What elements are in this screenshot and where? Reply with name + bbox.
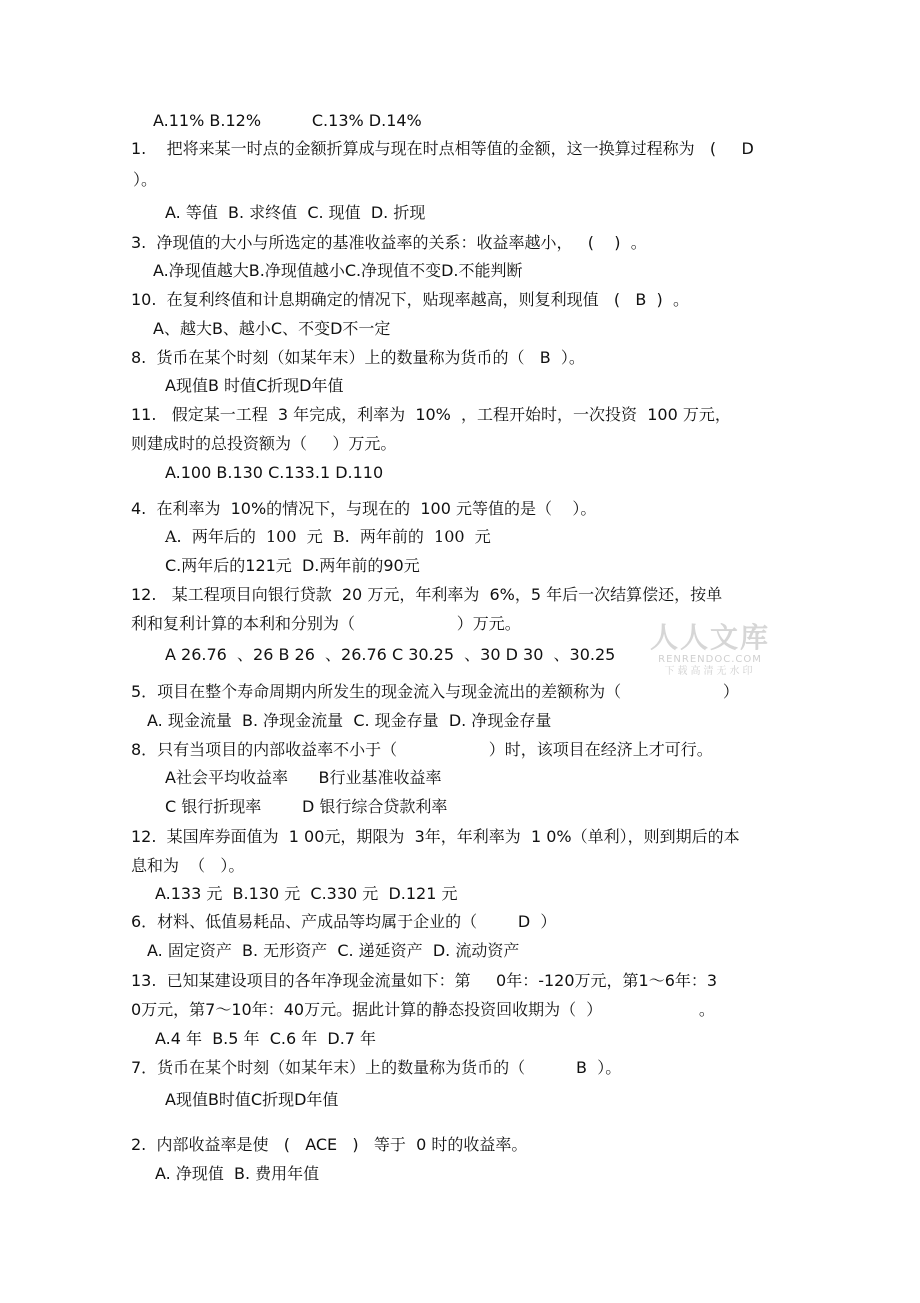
line-28: 6．材料、低值易耗品、产成品等均属于企业的（ D ）: [131, 912, 557, 931]
watermark-url: RENRENDOC.COM: [658, 654, 762, 665]
line-31: 0万元，第7～10年：40万元。据此计算的静态投资回收期为（ ） 。: [131, 1000, 715, 1019]
line-33: 7．货币在某个时刻（如某年末）上的数量称为货币的（ B ）。: [131, 1058, 622, 1077]
line-19: A 26.76 、26 B 26 、26.76 C 30.25 、30 D 30 、30.25: [165, 645, 616, 664]
line-16: C.两年后的121元 D.两年前的90元: [165, 556, 420, 575]
line-34: A现值B时值C折现D年值: [165, 1090, 339, 1109]
line-3: ）。: [133, 170, 158, 189]
line-4: A. 等值 B. 求终值 C. 现值 D. 折现: [165, 203, 426, 222]
line-18: 利和复利计算的本利和分别为（ ）万元。: [131, 614, 521, 633]
watermark: [640, 622, 780, 678]
line-13: A.100 B.130 C.133.1 D.110: [165, 463, 384, 482]
line-20: 5．项目在整个寿命周期内所发生的现金流入与现金流出的差额称为（ ）: [131, 682, 739, 701]
line-36: A. 净现值 B. 费用年值: [155, 1164, 320, 1183]
line-21: A. 现金流量 B. 净现金流量 C. 现金存量 D. 净现金存量: [147, 711, 552, 730]
line-35: 2. 内部收益率是使 ( ACE ) 等于 0 时的收益率。: [131, 1135, 528, 1154]
line-11: 11. 假定某一工程 3 年完成，利率为 10% ，工程开始时，一次投资 100 万元，: [131, 405, 731, 424]
line-27: A.133 元 B.130 元 C.330 元 D.121 元: [155, 884, 458, 903]
line-7: 10. 在复利终值和计息期确定的情况下，贴现率越高，则复利现值 ( B ) 。: [131, 290, 689, 309]
line-22: 8．只有当项目的内部收益率不小于（ ）时，该项目在经济上才可行。: [131, 740, 713, 759]
line-10: A现值B 时值C折现D年值: [165, 376, 344, 395]
line-12: 则建成时的总投资额为（ ）万元。: [131, 434, 397, 453]
line-9: 8. 货币在某个时刻（如某年末）上的数量称为货币的（ B ）。: [131, 348, 585, 367]
line-5: 3. 净现值的大小与所选定的基准收益率的关系：收益率越小， ( ) 。: [131, 233, 647, 252]
line-25: 12. 某国库券面值为 1 00元，期限为 3年，年利率为 1 0%（单利），则到期后的本: [131, 827, 740, 846]
line-30: 13. 已知某建设项目的各年净现金流量如下：第 0年：-120万元，第1～6年：3: [131, 971, 718, 990]
line-2: 1. 把将来某一时点的金额折算成与现在时点相等值的金额，这一换算过程称为 ( D: [131, 139, 754, 158]
line-15: A. 两年后的 100 元 B. 两年前的 100 元: [165, 527, 491, 546]
line-17: 12. 某工程项目向银行贷款 20 万元，年利率为 6%，5 年后一次结算偿还，按单: [131, 585, 723, 604]
line-32: A.4 年 B.5 年 C.6 年 D.7 年: [155, 1029, 377, 1048]
line-6: A.净现值越大B.净现值越小C.净现值不变D.不能判断: [153, 261, 523, 280]
line-14: 4. 在利率为 10%的情况下，与现在的 100 元等值的是（ ）。: [131, 499, 597, 518]
watermark-subtitle: 下载高清无水印: [664, 666, 756, 677]
line-29: A. 固定资产 B. 无形资产 C. 递延资产 D. 流动资产: [147, 941, 520, 960]
line-23: A社会平均收益率 B行业基准收益率: [165, 768, 442, 787]
line-1: A.11% B.12% C.13% D.14%: [153, 111, 422, 130]
line-26: 息和为 （ ）。: [131, 856, 245, 875]
watermark-title: 人人文库: [649, 621, 770, 654]
line-24: C 银行折现率 D 银行综合贷款利率: [165, 797, 448, 816]
line-8: A、越大B、越小C、不变D不一定: [153, 319, 391, 338]
